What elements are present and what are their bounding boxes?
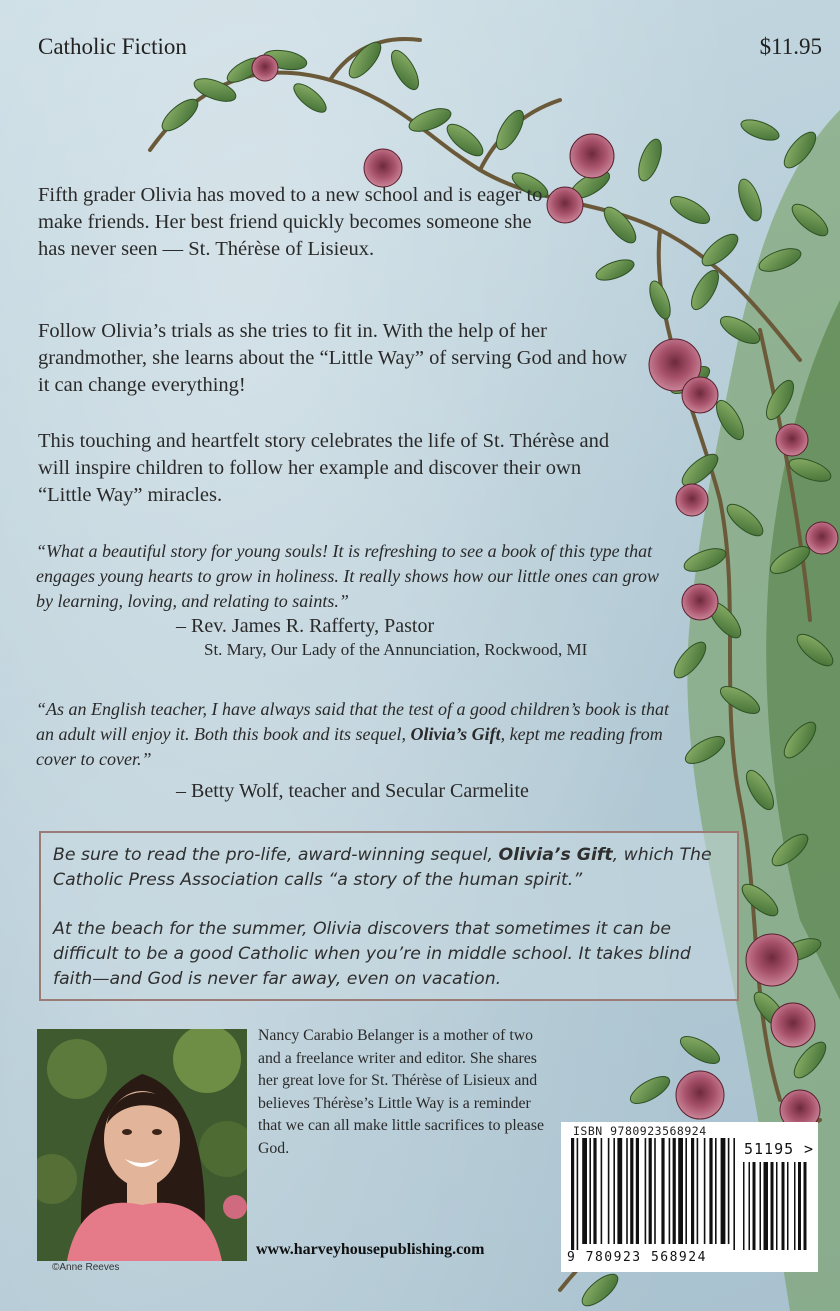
price-label: $11.95 <box>759 34 822 59</box>
isbn-barcode <box>561 1122 818 1272</box>
review-quote-1: “What a beautiful story for young souls! It is refreshing to see a book of this type that engages young hearts to grow in holiness. It really shows how our little ones can grow by learning, loving, and relating to saints.” <box>36 541 659 611</box>
review-quote-2 <box>36 697 686 772</box>
review-author-1: – Rev. James R. Rafferty, Pastor <box>176 615 435 637</box>
review-affiliation-1: St. Mary, Our Lady of the Annunciation, Rockwood, MI <box>204 640 588 659</box>
barcode-arrow: > <box>804 1140 814 1158</box>
review-author-2: – Betty Wolf, teacher and Secular Carmelite <box>176 780 529 802</box>
sequel-promo-box <box>39 831 739 1001</box>
promo-line-1-after: , which The Catholic Press Association calls “a story of the human spirit.” <box>53 845 712 890</box>
promo-line-1-before: Be sure to read the pro-life, award-winning sequel, <box>53 845 499 865</box>
review-quote-2-before: “As an English teacher, I have always said that the test of a good children’s book is that an adult will enjoy it. Both this book and its sequel, <box>36 699 669 744</box>
barcode-price-code: 51195 <box>744 1140 795 1158</box>
author-bio: Nancy Carabio Belanger is a mother of two and a freelance writer and editor. She shares her great love for St. Thérèse of Lisieux and believes Thérèse’s Little Way is a reminder that we can all make little sacrifices to please God. <box>258 1027 544 1157</box>
review-quote-2-after: , kept me reading from cover to cover.” <box>36 724 663 769</box>
promo-line-1-title: Olivia’s Gift <box>498 845 613 865</box>
blurb-paragraph-2: Follow Olivia’s trials as she tries to fit in. With the help of her grandmother, she learns about the “Little Way” of serving God and how it can change everything! <box>38 320 628 396</box>
blurb-paragraph-1: Fifth grader Olivia has moved to a new school and is eager to make friends. Her best friend quickly becomes someone she has never seen — St. Thérèse of Lisieux. <box>38 184 543 260</box>
promo-line-1 <box>53 843 733 893</box>
isbn-label: ISBN 9780923568924 <box>573 1124 707 1138</box>
genre-label: Catholic Fiction <box>38 34 187 59</box>
publisher-website[interactable]: www.harveyhousepublishing.com <box>256 1241 485 1258</box>
review-quote-2-title: Olivia’s Gift <box>410 724 501 744</box>
promo-line-2: At the beach for the summer, Olivia discovers that sometimes it can be difficult to be a good Catholic when you’re in middle school. It takes blind faith—and God is never far away, even on vacation. <box>53 919 691 989</box>
barcode-bars-icon <box>567 1138 817 1250</box>
blurb-paragraph-3: This touching and heartfelt story celebrates the life of St. Thérèse and will inspire children to follow her example and discover their own “Little Way” miracles. <box>38 430 610 506</box>
author-photo <box>37 1029 247 1261</box>
photo-credit: ©Anne Reeves <box>52 1262 120 1273</box>
barcode-digits: 9 780923 568924 <box>567 1250 707 1265</box>
